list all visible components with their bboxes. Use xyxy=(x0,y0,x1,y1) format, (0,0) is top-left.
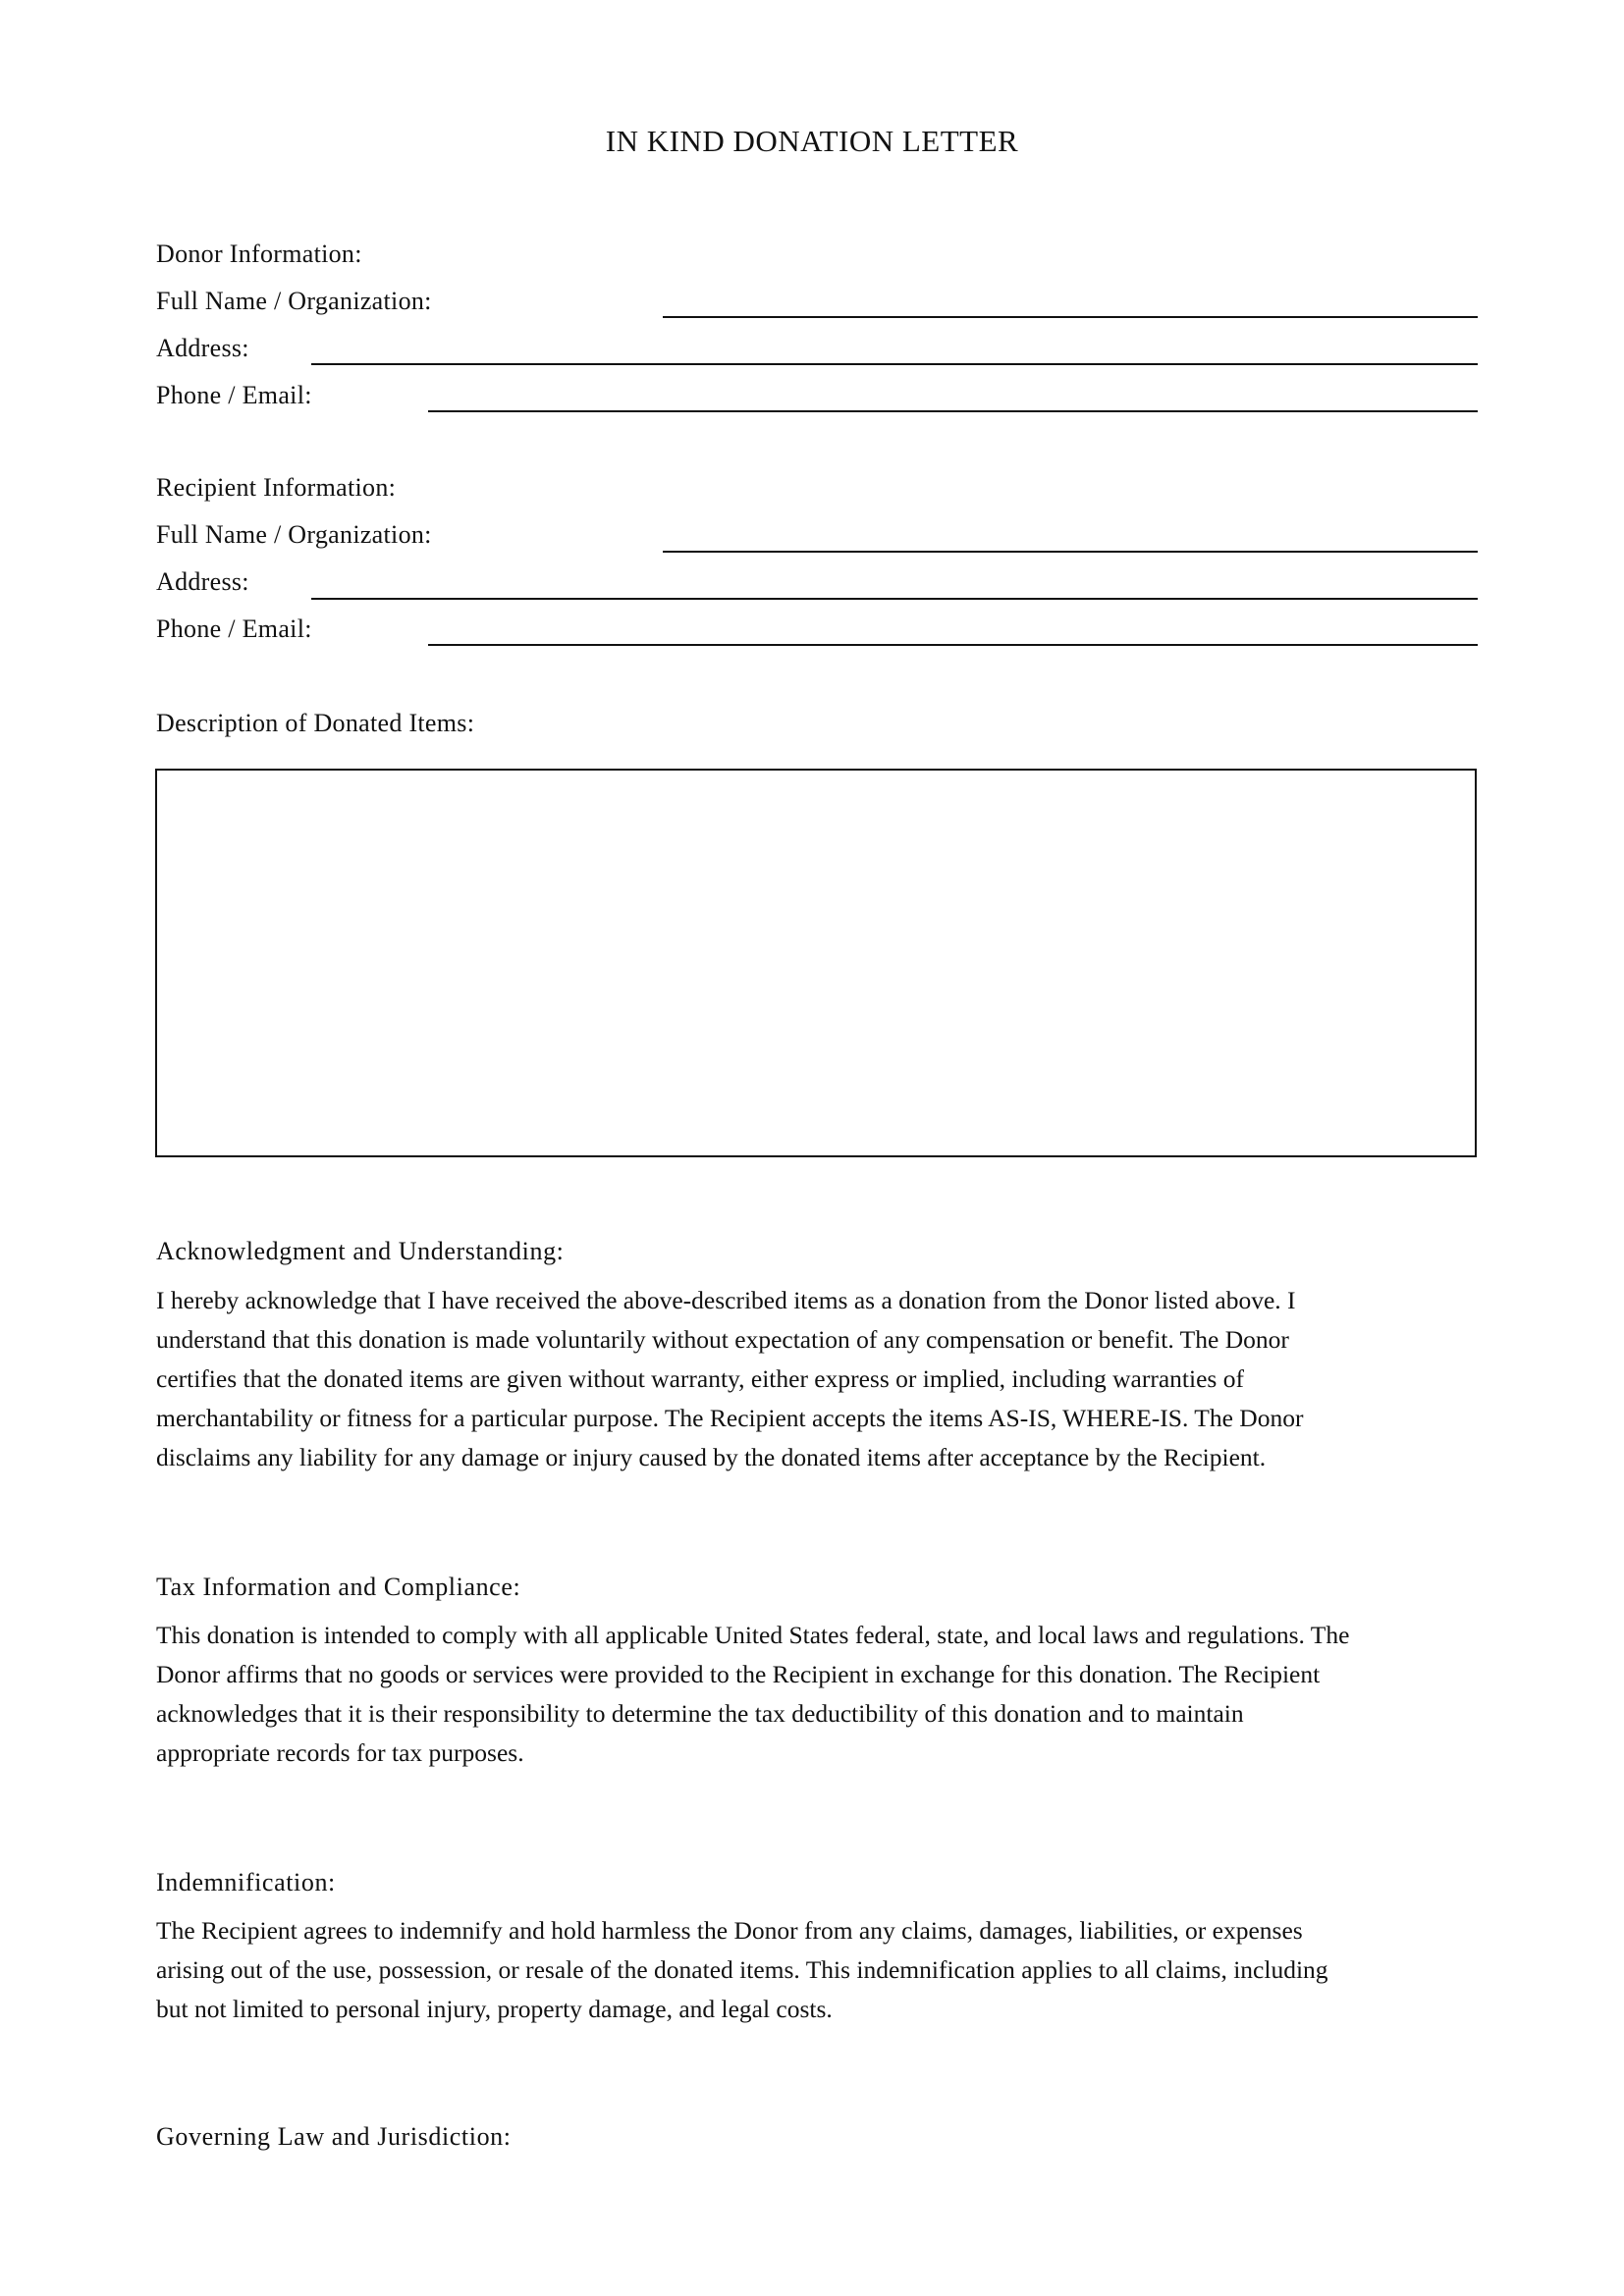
acknowledgment-line: understand that this donation is made voluntarily without expectation of any compensation or benefit. The Donor xyxy=(156,1325,1289,1354)
indemnification-paragraph xyxy=(156,1911,1482,2029)
recipient-address-field[interactable] xyxy=(311,598,1478,600)
donor-contact-field[interactable] xyxy=(428,410,1478,412)
tax-line: acknowledges that it is their responsibility to determine the tax deductibility of this donation and to maintain xyxy=(156,1699,1244,1728)
recipient-contact-field[interactable] xyxy=(428,644,1478,646)
acknowledgment-heading: Acknowledgment and Understanding: xyxy=(156,1237,565,1265)
acknowledgment-paragraph xyxy=(156,1281,1482,1477)
recipient-info-heading: Recipient Information: xyxy=(156,473,397,502)
indemnification-line: The Recipient agrees to indemnify and hold harmless the Donor from any claims, damages, liabilities, or expenses xyxy=(156,1916,1303,1945)
recipient-contact-label: Phone / Email: xyxy=(156,614,312,643)
acknowledgment-line: merchantability or fitness for a particular purpose. The Recipient accepts the items AS-IS, WHERE-IS. The Donor xyxy=(156,1404,1304,1432)
tax-line: This donation is intended to comply with all applicable United States federal, state, and local laws and regulations. The xyxy=(156,1621,1350,1649)
donor-address-field[interactable] xyxy=(311,363,1478,365)
tax-line: appropriate records for tax purposes. xyxy=(156,1738,524,1767)
recipient-address-label: Address: xyxy=(156,567,249,596)
donor-address-label: Address: xyxy=(156,334,249,362)
tax-paragraph xyxy=(156,1616,1482,1773)
acknowledgment-line: I hereby acknowledge that I have received the above-described items as a donation from the Donor listed above. I xyxy=(156,1286,1296,1314)
indemnification-line: but not limited to personal injury, property damage, and legal costs. xyxy=(156,1995,833,2023)
document-title: IN KIND DONATION LETTER xyxy=(605,124,1019,158)
donor-name-label: Full Name / Organization: xyxy=(156,287,432,315)
tax-heading: Tax Information and Compliance: xyxy=(156,1573,521,1601)
acknowledgment-line: disclaims any liability for any damage or injury caused by the donated items after acceptance by the Recipient. xyxy=(156,1443,1267,1471)
recipient-name-label: Full Name / Organization: xyxy=(156,520,432,549)
recipient-name-field[interactable] xyxy=(663,551,1478,553)
donor-info-heading: Donor Information: xyxy=(156,240,362,268)
description-label: Description of Donated Items: xyxy=(156,709,475,737)
donor-name-field[interactable] xyxy=(663,316,1478,318)
indemnification-line: arising out of the use, possession, or resale of the donated items. This indemnification applies to all claims, including xyxy=(156,1955,1328,1984)
description-box[interactable] xyxy=(155,769,1477,1157)
tax-line: Donor affirms that no goods or services were provided to the Recipient in exchange for this donation. The Recipient xyxy=(156,1660,1321,1688)
acknowledgment-line: certifies that the donated items are given without warranty, either express or implied, including warranties of xyxy=(156,1364,1244,1393)
donor-contact-label: Phone / Email: xyxy=(156,381,312,409)
indemnification-heading: Indemnification: xyxy=(156,1868,336,1896)
governing-law-heading: Governing Law and Jurisdiction: xyxy=(156,2122,512,2151)
